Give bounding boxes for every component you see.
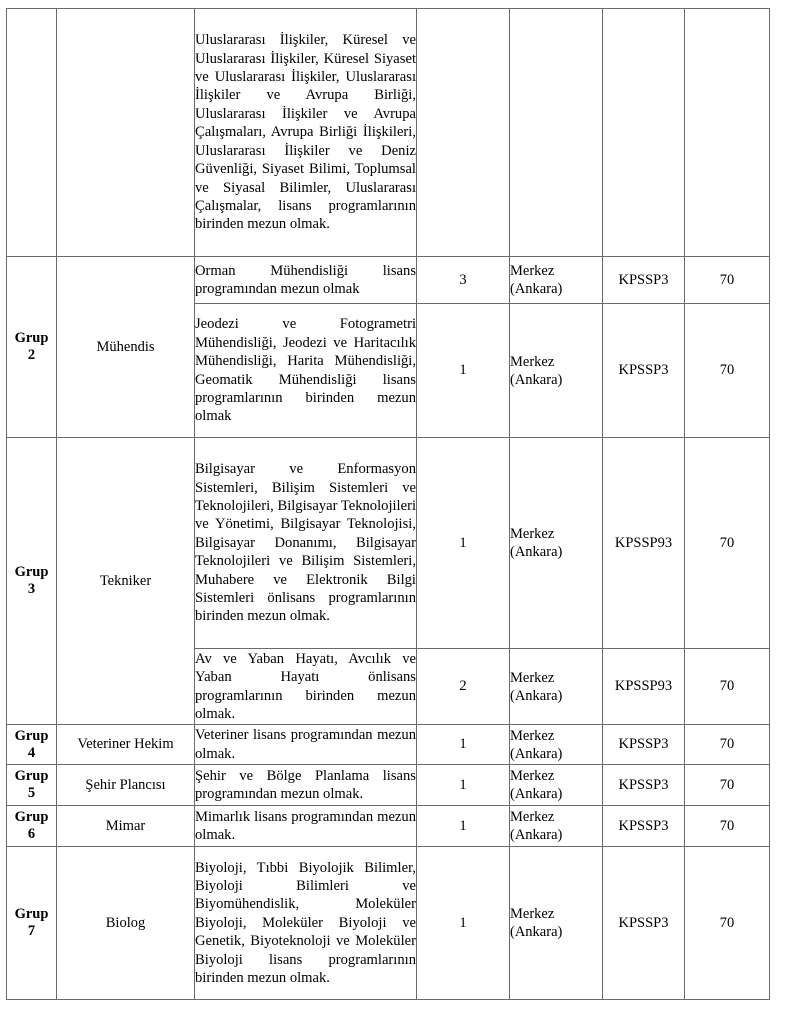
title-cell: Mimar (57, 806, 195, 847)
location-cell (510, 725, 603, 765)
group-cell (7, 257, 57, 438)
table-row (7, 438, 770, 649)
group-cell (7, 806, 57, 847)
location-line: (Ankara) (510, 687, 563, 704)
score-type-cell: KPSSP3 (603, 257, 685, 304)
table-row (7, 765, 770, 806)
location-cell (510, 257, 603, 304)
table-row (7, 725, 770, 765)
min-score-cell: 70 (685, 649, 770, 725)
location-cell (510, 765, 603, 806)
location-line: Merkez (510, 768, 555, 784)
score-type-cell: KPSSP3 (603, 304, 685, 438)
group-cell (7, 9, 57, 257)
min-score-cell: 70 (685, 304, 770, 438)
group-number: 6 (27, 826, 36, 842)
requirement-cell: Jeodezi ve Fotogrametri Mühendisliği, Jeodezi ve Haritacılık Mühendisliği, Harita Mühendisliği, Geomatik Mühendisliği lisans programlarının birinden mezun olmak (195, 304, 417, 438)
min-score-cell: 70 (685, 847, 770, 1000)
min-score-cell: 70 (685, 806, 770, 847)
title-cell: Mühendis (57, 257, 195, 438)
group-label: Grup (14, 768, 49, 784)
location-line: Merkez (510, 353, 555, 370)
location-line: (Ankara) (510, 827, 563, 843)
requirement-cell: Veteriner lisans programından mezun olmak. (195, 725, 417, 765)
location-line: Merkez (510, 263, 555, 279)
score-type-cell (603, 9, 685, 257)
min-score-cell: 70 (685, 438, 770, 649)
location-cell (510, 438, 603, 649)
min-score-cell (685, 9, 770, 257)
group-number: 2 (27, 347, 36, 363)
group-label: Grup (14, 330, 49, 346)
group-cell (7, 765, 57, 806)
location-line: (Ankara) (510, 371, 563, 388)
location-line: (Ankara) (510, 745, 563, 762)
location-line: Merkez (510, 727, 555, 744)
group-cell (7, 725, 57, 765)
count-cell (417, 9, 510, 257)
group-number: 4 (27, 744, 36, 761)
group-label: Grup (14, 727, 49, 744)
location-cell (510, 304, 603, 438)
requirement-cell: Bilgisayar ve Enformasyon Sistemleri, Bilişim Sistemleri ve Teknolojileri, Bilgisayar Teknolojileri ve Yönetimi, Bilgisayar Teknolojisi, Bilgisayar Donanımı, Bilgisayar Teknolojileri ve Bilişim Sistemleri, Muhabere ve Elektronik Bilgi Sistemleri önlisans programlarının birinden mezun olmak. (195, 438, 417, 649)
group-number: 7 (27, 923, 36, 939)
group-number: 3 (27, 581, 36, 597)
title-cell: Veteriner Hekim (57, 725, 195, 765)
count-cell: 1 (417, 438, 510, 649)
score-type-cell: KPSSP93 (603, 438, 685, 649)
location-cell (510, 806, 603, 847)
group-label: Grup (14, 564, 49, 580)
count-cell: 1 (417, 304, 510, 438)
title-cell: Tekniker (57, 438, 195, 725)
title-cell: Biolog (57, 847, 195, 1000)
count-cell: 1 (417, 765, 510, 806)
table-row (7, 9, 770, 257)
min-score-cell: 70 (685, 725, 770, 765)
table-row (7, 847, 770, 1000)
group-cell (7, 438, 57, 725)
group-number: 5 (27, 785, 36, 801)
table-row (7, 257, 770, 304)
score-type-cell: KPSSP93 (603, 649, 685, 725)
group-label: Grup (14, 906, 49, 922)
location-line: (Ankara) (510, 786, 563, 802)
title-cell (57, 9, 195, 257)
score-type-cell: KPSSP3 (603, 725, 685, 765)
location-line: Merkez (510, 906, 555, 922)
count-cell: 3 (417, 257, 510, 304)
group-label: Grup (14, 809, 49, 825)
count-cell: 2 (417, 649, 510, 725)
location-line: (Ankara) (510, 281, 563, 297)
location-line: (Ankara) (510, 924, 563, 940)
location-cell (510, 649, 603, 725)
min-score-cell: 70 (685, 257, 770, 304)
location-line: Merkez (510, 809, 555, 825)
requirement-cell: Uluslararası İlişkiler, Küresel ve Uluslararası İlişkiler, Küresel Siyaset ve Uluslararası İlişkiler, Uluslararası İlişkiler ve Avrupa Birliği, Uluslararası İlişkiler ve Avrupa Çalışmaları, Avrupa Birliği İlişkileri, Uluslararası İlişkiler ve Deniz Güvenliği, Siyaset Bilimi, Toplumsal ve Siyasal Bilimler, Uluslararası Çalışmalar, lisans programlarının birinden mezun olmak. (195, 9, 417, 257)
requirement-cell: Biyoloji, Tıbbi Biyolojik Bilimler, Biyoloji Bilimleri ve Biyomühendislik, Moleküler Biyoloji, Moleküler Biyoloji ve Genetik, Biyoteknoloji ve Moleküler Biyoloji lisans programlarının birinden mezun olmak. (195, 847, 417, 1000)
location-line: Merkez (510, 669, 555, 686)
requirement-cell: Şehir ve Bölge Planlama lisans programından mezun olmak. (195, 765, 417, 806)
requirement-cell: Av ve Yaban Hayatı, Avcılık ve Yaban Hayatı önlisans programlarının birinden mezun olmak. (195, 649, 417, 725)
group-cell (7, 847, 57, 1000)
score-type-cell: KPSSP3 (603, 847, 685, 1000)
min-score-cell: 70 (685, 765, 770, 806)
count-cell: 1 (417, 806, 510, 847)
score-type-cell: KPSSP3 (603, 765, 685, 806)
count-cell: 1 (417, 847, 510, 1000)
count-cell: 1 (417, 725, 510, 765)
location-line: (Ankara) (510, 544, 563, 560)
requirement-cell: Mimarlık lisans programından mezun olmak. (195, 806, 417, 847)
title-cell: Şehir Plancısı (57, 765, 195, 806)
table-row (7, 806, 770, 847)
location-cell (510, 9, 603, 257)
score-type-cell: KPSSP3 (603, 806, 685, 847)
positions-table (6, 8, 770, 1000)
location-line: Merkez (510, 526, 555, 542)
location-cell (510, 847, 603, 1000)
requirement-cell: Orman Mühendisliği lisans programından mezun olmak (195, 257, 417, 304)
